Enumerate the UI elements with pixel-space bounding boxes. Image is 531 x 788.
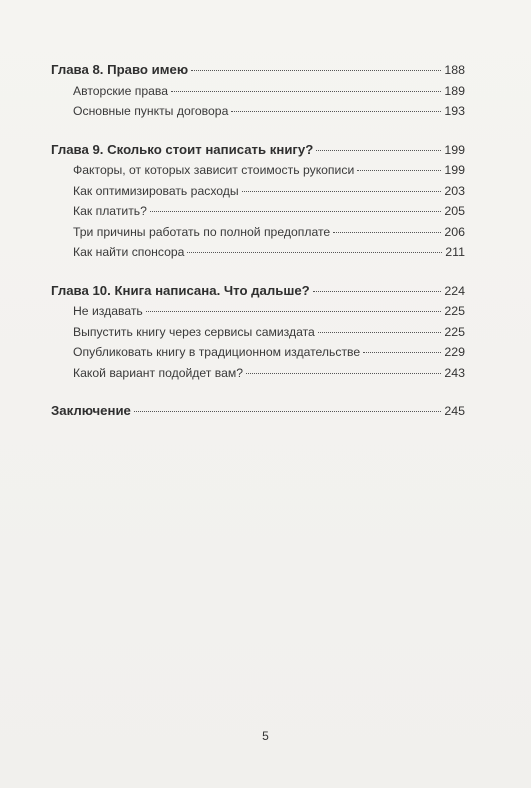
toc-subentry: [51, 181, 465, 202]
toc-page-number: 245: [444, 404, 465, 418]
toc-subentry-title: Как платить?: [73, 204, 147, 218]
toc-chapter-title: Заключение: [51, 403, 131, 418]
toc-page-number: 225: [444, 304, 465, 318]
dot-leader: [313, 291, 442, 292]
toc-subentry: [51, 160, 465, 181]
toc-page-number: 243: [444, 365, 465, 380]
toc-subentry-title: Три причины работать по полной предоплате: [73, 224, 331, 239]
toc-subentry-title: Не издавать: [73, 304, 143, 318]
toc-subentry-title: Выпустить книгу через сервисы самиздата: [73, 324, 315, 339]
toc-subentry: [51, 222, 465, 243]
toc-page-number: 193: [444, 104, 465, 118]
toc-page-number: 205: [444, 204, 465, 218]
toc-page-number: 199: [444, 142, 465, 157]
toc-chapter-title: Глава 8. Право имею: [51, 62, 189, 77]
toc-subentry-title: Авторские права: [73, 83, 169, 98]
dot-leader: [150, 211, 441, 212]
dot-leader: [191, 70, 441, 71]
toc-subentry: [51, 101, 465, 122]
dot-leader: [187, 252, 442, 253]
toc-page-number: 188: [444, 63, 465, 77]
toc-page-number: 211: [445, 245, 465, 259]
toc-section-conclusion: [51, 401, 465, 422]
toc-subentry: [51, 301, 465, 322]
toc-page-number: 203: [444, 183, 465, 198]
dot-leader: [242, 191, 442, 192]
toc-subentry: [51, 342, 465, 363]
toc-chapter-entry: [51, 401, 465, 422]
dot-leader: [246, 373, 441, 374]
toc-section-chapter-8: [51, 60, 465, 122]
toc-chapter-entry: [51, 140, 465, 161]
toc-subentry-title: Опубликовать книгу в традиционном издательстве: [73, 345, 361, 359]
toc-subentry-title: Основные пункты договора: [73, 104, 229, 118]
toc-section-chapter-9: [51, 140, 465, 263]
toc-chapter-entry: [51, 60, 465, 81]
toc-subentry-title: Какой вариант подойдет вам?: [73, 365, 244, 380]
toc-page-number: 229: [444, 345, 465, 359]
dot-leader: [231, 111, 441, 112]
toc-page-number: 189: [444, 83, 465, 98]
toc-chapter-title: Глава 10. Книга написана. Что дальше?: [51, 282, 310, 298]
toc-subentry: [51, 242, 465, 263]
toc-section-chapter-10: [51, 281, 465, 384]
dot-leader: [363, 352, 441, 353]
dot-leader: [146, 311, 442, 312]
toc-page-number: 199: [444, 163, 465, 177]
toc-subentry-title: Как оптимизировать расходы: [73, 183, 239, 198]
toc-subentry: [51, 363, 465, 384]
toc-subentry: [51, 81, 465, 102]
page-number-footer: 5: [262, 729, 269, 743]
toc-chapter-title: Глава 9. Сколько стоит написать книгу?: [51, 141, 314, 157]
toc-subentry: [51, 322, 465, 343]
toc-page-number: 224: [444, 283, 465, 298]
toc-chapter-entry: [51, 281, 465, 302]
dot-leader: [357, 170, 441, 171]
dot-leader: [333, 232, 441, 233]
toc-subentry-title: Факторы, от которых зависит стоимость рукописи: [73, 163, 355, 177]
dot-leader: [316, 150, 441, 151]
toc-subentry: [51, 201, 465, 222]
table-of-contents: [51, 60, 465, 440]
toc-subentry-title: Как найти спонсора: [73, 245, 185, 259]
dot-leader: [318, 332, 441, 333]
dot-leader: [134, 411, 441, 412]
toc-page-number: 206: [444, 224, 465, 239]
dot-leader: [171, 91, 441, 92]
toc-page-number: 225: [444, 324, 465, 339]
